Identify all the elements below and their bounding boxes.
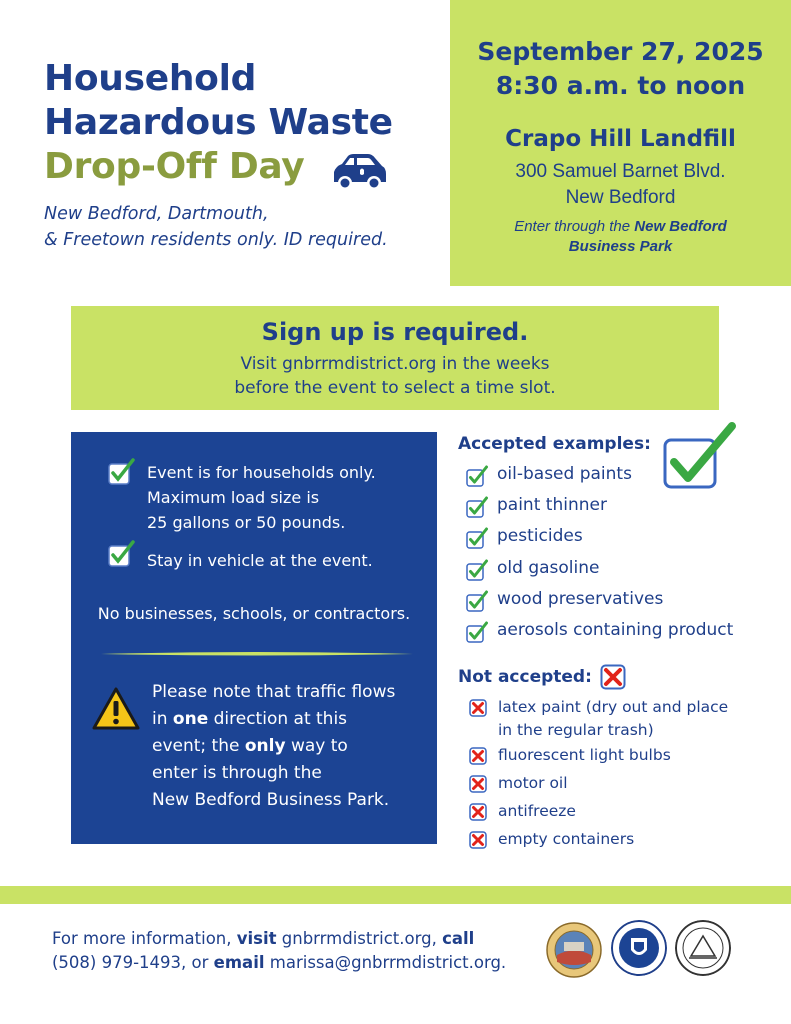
note-line-4: enter is through the	[152, 763, 322, 783]
check-icon	[466, 527, 488, 549]
enter-line-1	[450, 217, 791, 237]
check-icon	[466, 465, 488, 487]
note-text: direction at this	[208, 709, 348, 729]
not-accepted-heading: Not accepted:	[458, 667, 592, 687]
footer-emphasis: call	[442, 929, 475, 948]
footer-text: marissa@gnbrrmdistrict.org.	[264, 953, 507, 972]
title-line-3: Drop-Off Day	[44, 146, 305, 187]
new-bedford-seal-icon	[546, 922, 602, 978]
enter-bold: New Bedford	[634, 218, 727, 235]
note-line-2	[152, 707, 347, 732]
checkbox-icon	[107, 540, 135, 568]
title-line-2: Hazardous Waste	[44, 102, 393, 143]
note-emphasis: only	[244, 736, 286, 756]
footer-emphasis: visit	[236, 929, 277, 948]
residents-line-2: & Freetown residents only. ID required.	[44, 230, 388, 250]
signup-title: Sign up is required.	[261, 318, 529, 346]
signup-banner	[71, 306, 719, 410]
not-accepted-item: antifreeze	[498, 802, 576, 820]
event-time: 8:30 a.m. to noon	[495, 71, 746, 100]
accepted-item: aerosols containing product	[497, 620, 734, 640]
not-accepted-item: motor oil	[498, 774, 568, 792]
note-text: event; the	[152, 736, 245, 756]
note-emphasis: one	[172, 709, 209, 729]
note-text: in	[152, 709, 173, 729]
car-icon	[330, 152, 388, 194]
not-accepted-item-1-line-2: in the regular trash)	[498, 721, 654, 739]
warning-icon	[91, 686, 141, 732]
address-line-1: 300 Samuel Barnet Blvd.	[515, 161, 726, 182]
x-icon	[469, 803, 487, 821]
footer-text: For more information,	[52, 929, 237, 948]
not-accepted-item: fluorescent light bulbs	[498, 746, 671, 764]
note-text: way to	[285, 736, 348, 756]
x-icon	[469, 775, 487, 793]
footer-emphasis: email	[213, 953, 265, 972]
address-line-2: New Bedford	[565, 187, 676, 208]
rule-1-line-1: Event is for households only.	[147, 463, 376, 482]
note-line-3	[152, 734, 348, 759]
rule-1-line-3: 25 gallons or 50 pounds.	[147, 513, 346, 532]
footer-line-1	[52, 927, 474, 951]
check-icon	[466, 496, 488, 518]
rule-1-line-2: Maximum load size is	[147, 488, 320, 507]
note-line-5: New Bedford Business Park.	[152, 790, 390, 810]
dartmouth-seal-icon	[611, 920, 667, 976]
signup-line-1: Visit gnbrrmdistrict.org in the weeks	[240, 354, 550, 374]
note-line-1: Please note that traffic flows	[152, 682, 396, 702]
accepted-heading: Accepted examples:	[458, 434, 651, 454]
big-checkbox-icon	[662, 422, 736, 490]
signup-line-2: before the event to select a time slot.	[234, 378, 556, 398]
accepted-item: oil-based paints	[497, 464, 632, 484]
x-icon	[469, 831, 487, 849]
not-accepted-item-1-line-1: latex paint (dry out and place	[498, 698, 729, 716]
enter-prefix: Enter through the	[514, 218, 635, 235]
accepted-item: old gasoline	[497, 558, 600, 578]
check-icon	[466, 590, 488, 612]
check-icon	[466, 559, 488, 581]
not-accepted-item: empty containers	[498, 830, 635, 848]
x-icon	[469, 747, 487, 765]
checkbox-icon	[107, 458, 135, 486]
footer-text: (508) 979-1493, or	[52, 953, 214, 972]
footer-divider	[0, 886, 791, 904]
rules-box	[71, 432, 437, 844]
big-x-icon	[600, 664, 626, 690]
residents-line-1: New Bedford, Dartmouth,	[44, 204, 269, 224]
location-name: Crapo Hill Landfill	[505, 126, 736, 152]
event-info-panel	[450, 0, 791, 286]
footer-text: gnbrrmdistrict.org,	[276, 929, 443, 948]
accepted-item: paint thinner	[497, 495, 607, 515]
rule-2: Stay in vehicle at the event.	[147, 551, 373, 570]
freetown-seal-icon	[675, 920, 731, 976]
enter-line-2: Business Park	[568, 238, 673, 255]
accepted-item: pesticides	[497, 526, 583, 546]
accepted-item: wood preservatives	[497, 589, 664, 609]
footer-line-2	[52, 951, 506, 975]
x-icon	[469, 699, 487, 717]
title-line-1: Household	[44, 58, 257, 99]
event-date: September 27, 2025	[477, 37, 764, 66]
no-businesses-text: No businesses, schools, or contractors.	[97, 604, 411, 623]
check-icon	[466, 621, 488, 643]
divider	[99, 650, 415, 658]
